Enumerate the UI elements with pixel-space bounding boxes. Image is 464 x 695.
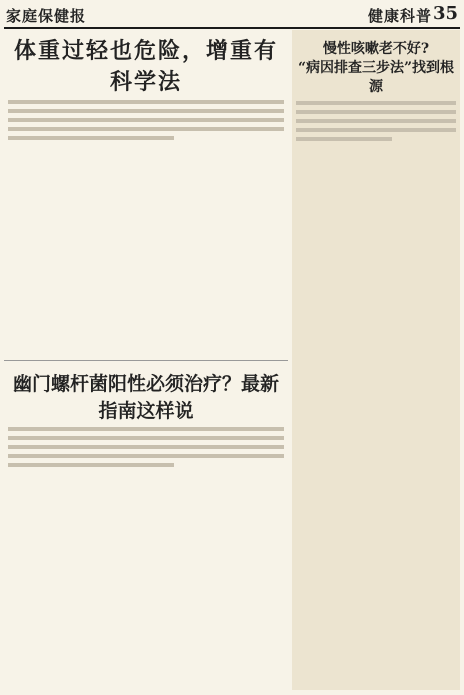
page-header [4,3,460,29]
masthead-right: 健康科普 [367,7,432,25]
page-number: 35 [432,3,458,24]
masthead-left: 家庭保健报 [6,7,87,25]
article-title: 幽门螺杆菌阳性必须治疗？最新指南这样说 [12,373,279,422]
article-title [292,40,460,97]
article-title: 体重过轻也危险，增重有科学法 [13,38,278,95]
article-body [4,100,288,140]
article-underweight [4,30,288,355]
article-title-line-1: 慢性咳嗽老不好? [322,41,430,57]
article-body [4,427,288,467]
article-h-pylori [4,360,288,691]
article-title-line-2: “病因排查三步法”找到根源 [297,60,455,95]
article-body [292,101,460,141]
article-chronic-cough [292,30,460,690]
